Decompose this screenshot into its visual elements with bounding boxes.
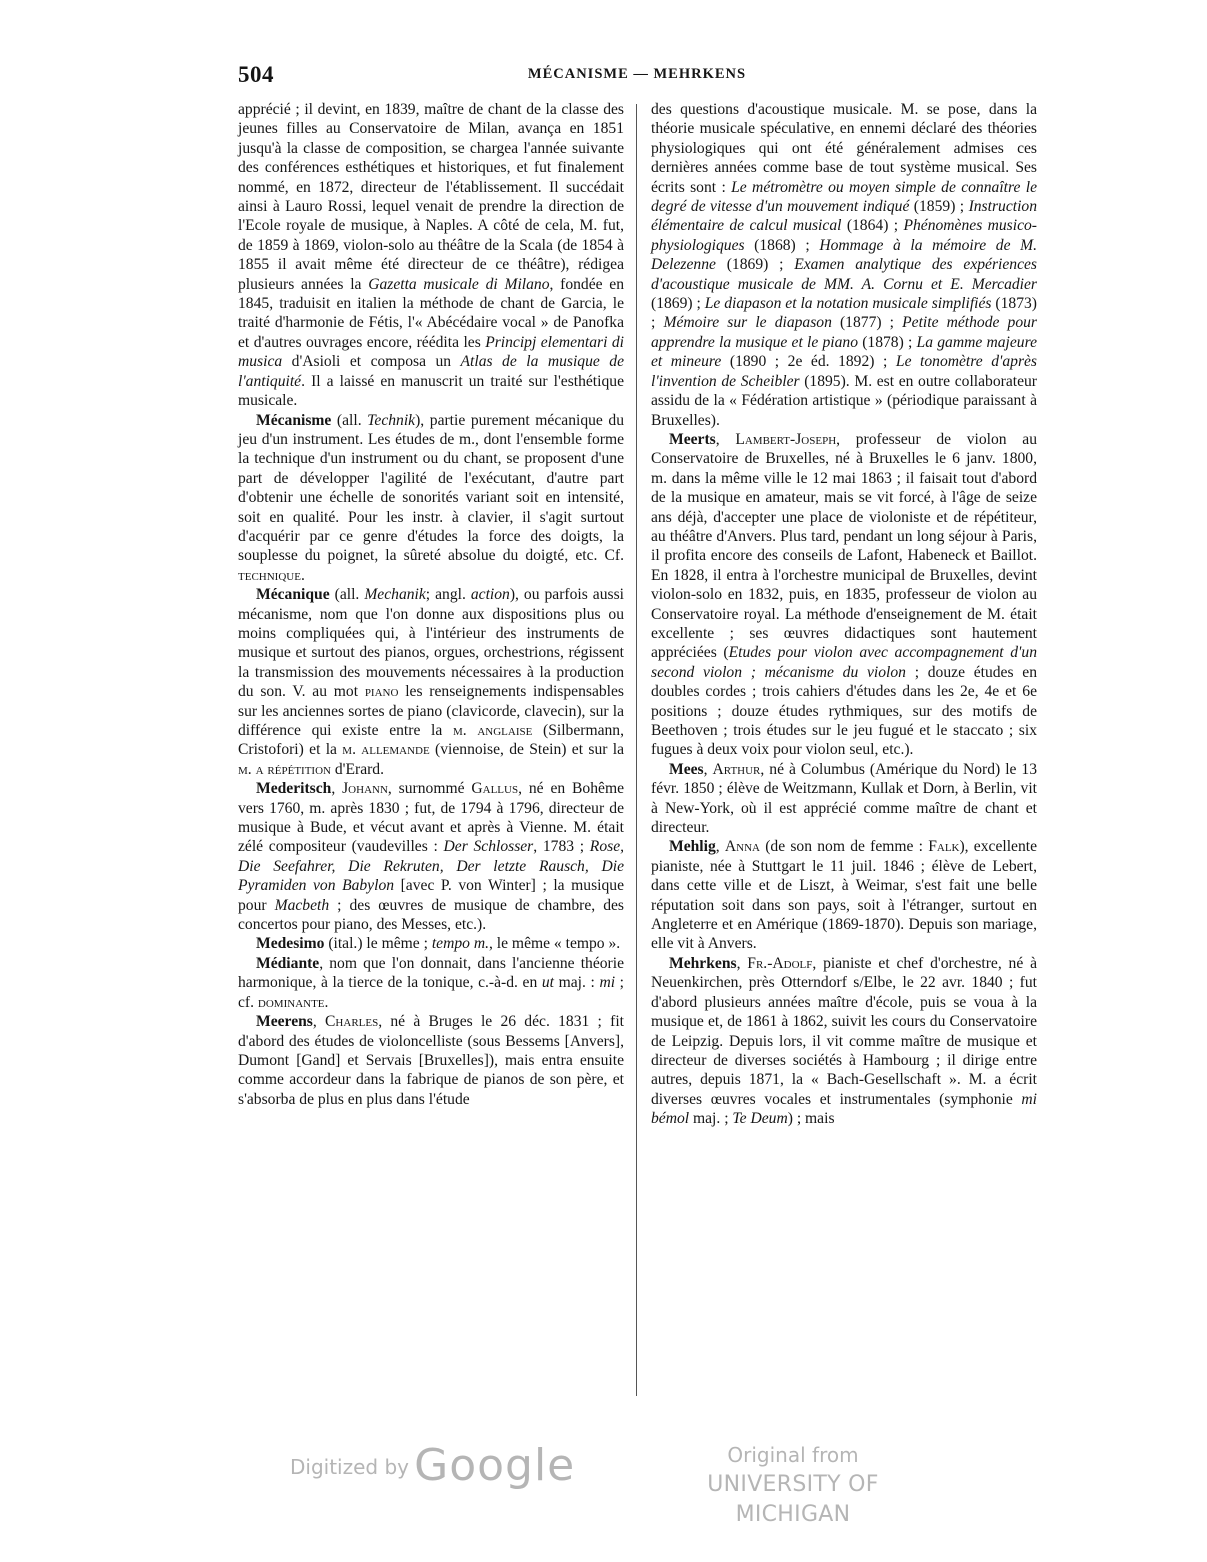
cross-reference: piano [364,683,399,701]
cross-reference: technique [238,566,301,584]
entry-meerens: Meerens, Charles, né à Bruges le 26 déc. 1831 ; fit d'abord des études de violoncelliste (sous Bessems [Anvers], Dumont [Gand] et Servais [Bruxelles]), mais entra ensuite comme accordeur dans la fabrique de pianos de son père, et s'absorba de plus en plus dans l'étude [238,1013,624,1108]
entry-mehrkens: Mehrkens, Fr.-Adolf, pianiste et chef d'orchestre, né à Neuenkirchen, près Otterndorf s/Elbe, le 22 avr. 1840 ; fut d'abord plusieurs années maître d'école, puis se voua à la musique et, de 1861 à 1862, suivit les cours du Conservatoire de Leipzig. Depuis lors, il vit comme maître de musique et directeur de diverses sociétés à Hambourg ; il dirige entre autres, depuis 1871, la « Bach-Gesellschaft ». M. a écrit diverses œuvres vocales et instrumentales (symphonie mi bémol maj. ; Te Deum) ; mais [651,954,1038,1128]
digitized-by-google-watermark: Digitized by Google [290,1440,576,1491]
headword: Mécanisme [256,411,332,429]
running-head: MÉCANISME — MEHRKENS [527,66,747,82]
headword: Mécanique [256,586,330,604]
headword: Meerts [669,430,716,448]
entry-mediante: Médiante, nom que l'on donnait, dans l'ancienne théorie harmonique, à la tierce de la tonique, c.-à-d. en ut maj. : mi ; cf. dominante. [238,954,625,1011]
entry-medesimo: Medesimo (ital.) le même ; tempo m., le même « tempo ». [256,935,621,953]
headword: Médiante [256,954,320,972]
page-footer [0,1440,1207,1527]
left-column [238,100,624,1109]
page-number: 504 [238,62,274,87]
university-of-michigan-watermark: Original from UNIVERSITY OF MICHIGAN [707,1443,879,1527]
cross-reference: dominante [257,993,325,1011]
column-divider [636,104,637,1396]
cross-reference: m. anglaise [452,722,533,739]
entry-mehlig: Mehlig, Anna (de son nom de femme : Falk), excellente pianiste, née à Stuttgart le 11 juil. 1846 ; élève de Lebert, dans cette ville et de Liszt, à Weimar, s'est fait une belle réputation soit dans son pays, soit à l'étranger, surtout en Angleterre et en Amérique (1869-1870). Depuis son mariage, elle vit à Anvers. [651,838,1037,953]
headword: Mehlig [669,838,716,856]
headword: Mederitsch [256,780,332,798]
right-column [651,100,1037,1129]
entry-mederitsch: Mederitsch, Johann, surnommé Gallus, né en Bohême vers 1760, m. après 1830 ; fut, de 1794 à 1796, directeur de musique à Bude, et vécut avant et après à Vienne. M. était zélé compositeur (vaudevilles : Der Schlosser, 1783 ; Rose, Die Seefahrer, Die Rekruten, Der letzte Rausch, Die Pyramiden von Babylon [avec P. von Winter] ; la musique pour Macbeth ; des œuvres de musique de chambre, des concertos pour piano, des Messes, etc.). [238,780,625,934]
continuation-paragraph: des questions d'acoustique musicale. M. se pose, dans la théorie musicale spéculative, en ennemi déclaré des théories physiologiques qui ont été généralement admises ces dernières années comme base de tout système musical. Ses écrits sont : Le métromètre ou moyen simple de connaître le degré de vitesse d'un mouvement indiqué (1859) ; Instruction élémentaire de calcul musical (1864) ; Phénomènes musico-physiologiques (1868) ; Hommage à la mémoire de M. Delezenne (1869) ; Examen analytique des expériences d'acoustique musicale de MM. A. Cornu et E. Mercadier (1869) ; Le diapason et la notation musicale simplifiés (1873) ; Mémoire sur le diapason (1877) ; Petite méthode pour apprendre la musique et le piano (1878) ; La gamme majeure et mineure (1890 ; 2e éd. 1892) ; Le tonomètre d'après l'invention de Scheibler (1895). M. est en outre collaborateur assidu de la « Fédération artistique » (périodique paraissant à Bruxelles). [651,101,1038,429]
headword: Mehrkens [669,954,737,972]
page-header [238,62,1036,92]
continuation-paragraph: apprécié ; il devint, en 1839, maître de chant de la classe des jeunes filles au Conservatoire de Milan, avança en 1851 jusqu'à la classe de composition, se chargea l'année suivante des conférences esthétiques et historiques, et fut finalement nommé, en 1872, directeur de l'établissement. Il succédait ainsi à Lauro Rossi, lequel venait de prendre la direction de l'Ecole royale de musique, à Naples. A côté de cela, M. fut, de 1859 à 1869, violon-solo au théâtre de la Scala (de 1854 à 1855 il avait même été directeur de ce théâtre), rédigea plusieurs années la Gazetta musicale di Milano, fondée en 1845, traduisit en italien la méthode de chant de Garcia, le traité d'harmonie de Fétis, l'« Abécédaire vocal » de Panofka et d'autres ouvrages encore, réédita les Principj elementari di musica d'Asioli et composa un Atlas de la musique de l'antiquité. Il a laissé en manuscrit un traité sur l'esthétique musicale. [238,101,625,410]
cross-reference: m. a répétition [238,760,331,778]
entry-mees: Mees, Arthur, né à Columbus (Amérique du Nord) le 13 févr. 1850 ; élève de Weitzmann, Kullak et Dorn, à Berlin, vit à New-York, où il est apprécié comme maître de chant et directeur. [651,760,1038,837]
headword: Medesimo [256,935,325,953]
entry-mecanique: Mécanique (all. Mechanik; angl. action), ou parfois aussi mécanisme, nom que l'on donne aux dispositions plus ou moins compliquées qui, à l'intérieur des instruments de musique et surtout des pianos, orgues, orchestrions, régissent la transmission des mouvements nécessaires à la production du son. V. au mot piano les renseignements indispensables sur les anciennes sortes de piano (clavicorde, clavecin), sur la différence qui existe entre la m. anglaise (Silbermann, Cristofori) et la m. allemande (viennoise, de Stein) et sur la m. a répétition d'Erard. [238,586,625,778]
entry-mecanisme: Mécanisme (all. Technik), partie purement mécanique du jeu d'un instrument. Les études de m., dont l'ensemble forme la technique d'un instrument ou du chant, se proposent d'une part de développer l'agilité de l'exécutant, d'autre part d'obtenir une échelle de sonorités variant soit en intensité, soit en qualité. Pour les instr. à clavier, il s'agit surtout d'acquérir par ce genre d'études la force des doigts, la souplesse du poignet, la sûreté absolue du doigté, etc. Cf. technique. [238,411,624,584]
cross-reference: m. allemande [342,741,430,759]
headword: Mees [669,760,704,778]
entry-meerts: Meerts, Lambert-Joseph, professeur de violon au Conservatoire de Bruxelles, né à Bruxelles le 6 janv. 1800, m. dans la même ville le 12 mai 1863 ; il faisait tout d'abord de la musique en amateur, mais se vit forcé, à l'âge de seize ans déjà, d'accepter une place de violoniste et de répétiteur, au théâtre d'Anvers. Plus tard, pendant un long séjour à Paris, il profita encore des conseils de Lafont, Habeneck et Baillot. En 1828, il entra à l'orchestre municipal de Bruxelles, devint violon-solo en 1832, puis, en 1835, professeur de violon au Conservatoire royal. La méthode d'enseignement de M. était excellente ; ses œuvres didactiques sont hautement appréciées (Etudes pour violon avec accompagnement d'un second violon ; mécanisme du violon ; douze études en doubles cordes ; trois cahiers d'études dans les 2e, 4e et 6e positions ; douze études rythmiques, sur des motifs de Beethoven ; trois études sur le jeu fugué et le staccato ; six fugues à deux voix pour violon seul, etc.). [651,430,1037,759]
google-logo: Google [414,1440,576,1491]
headword: Meerens [256,1013,313,1031]
